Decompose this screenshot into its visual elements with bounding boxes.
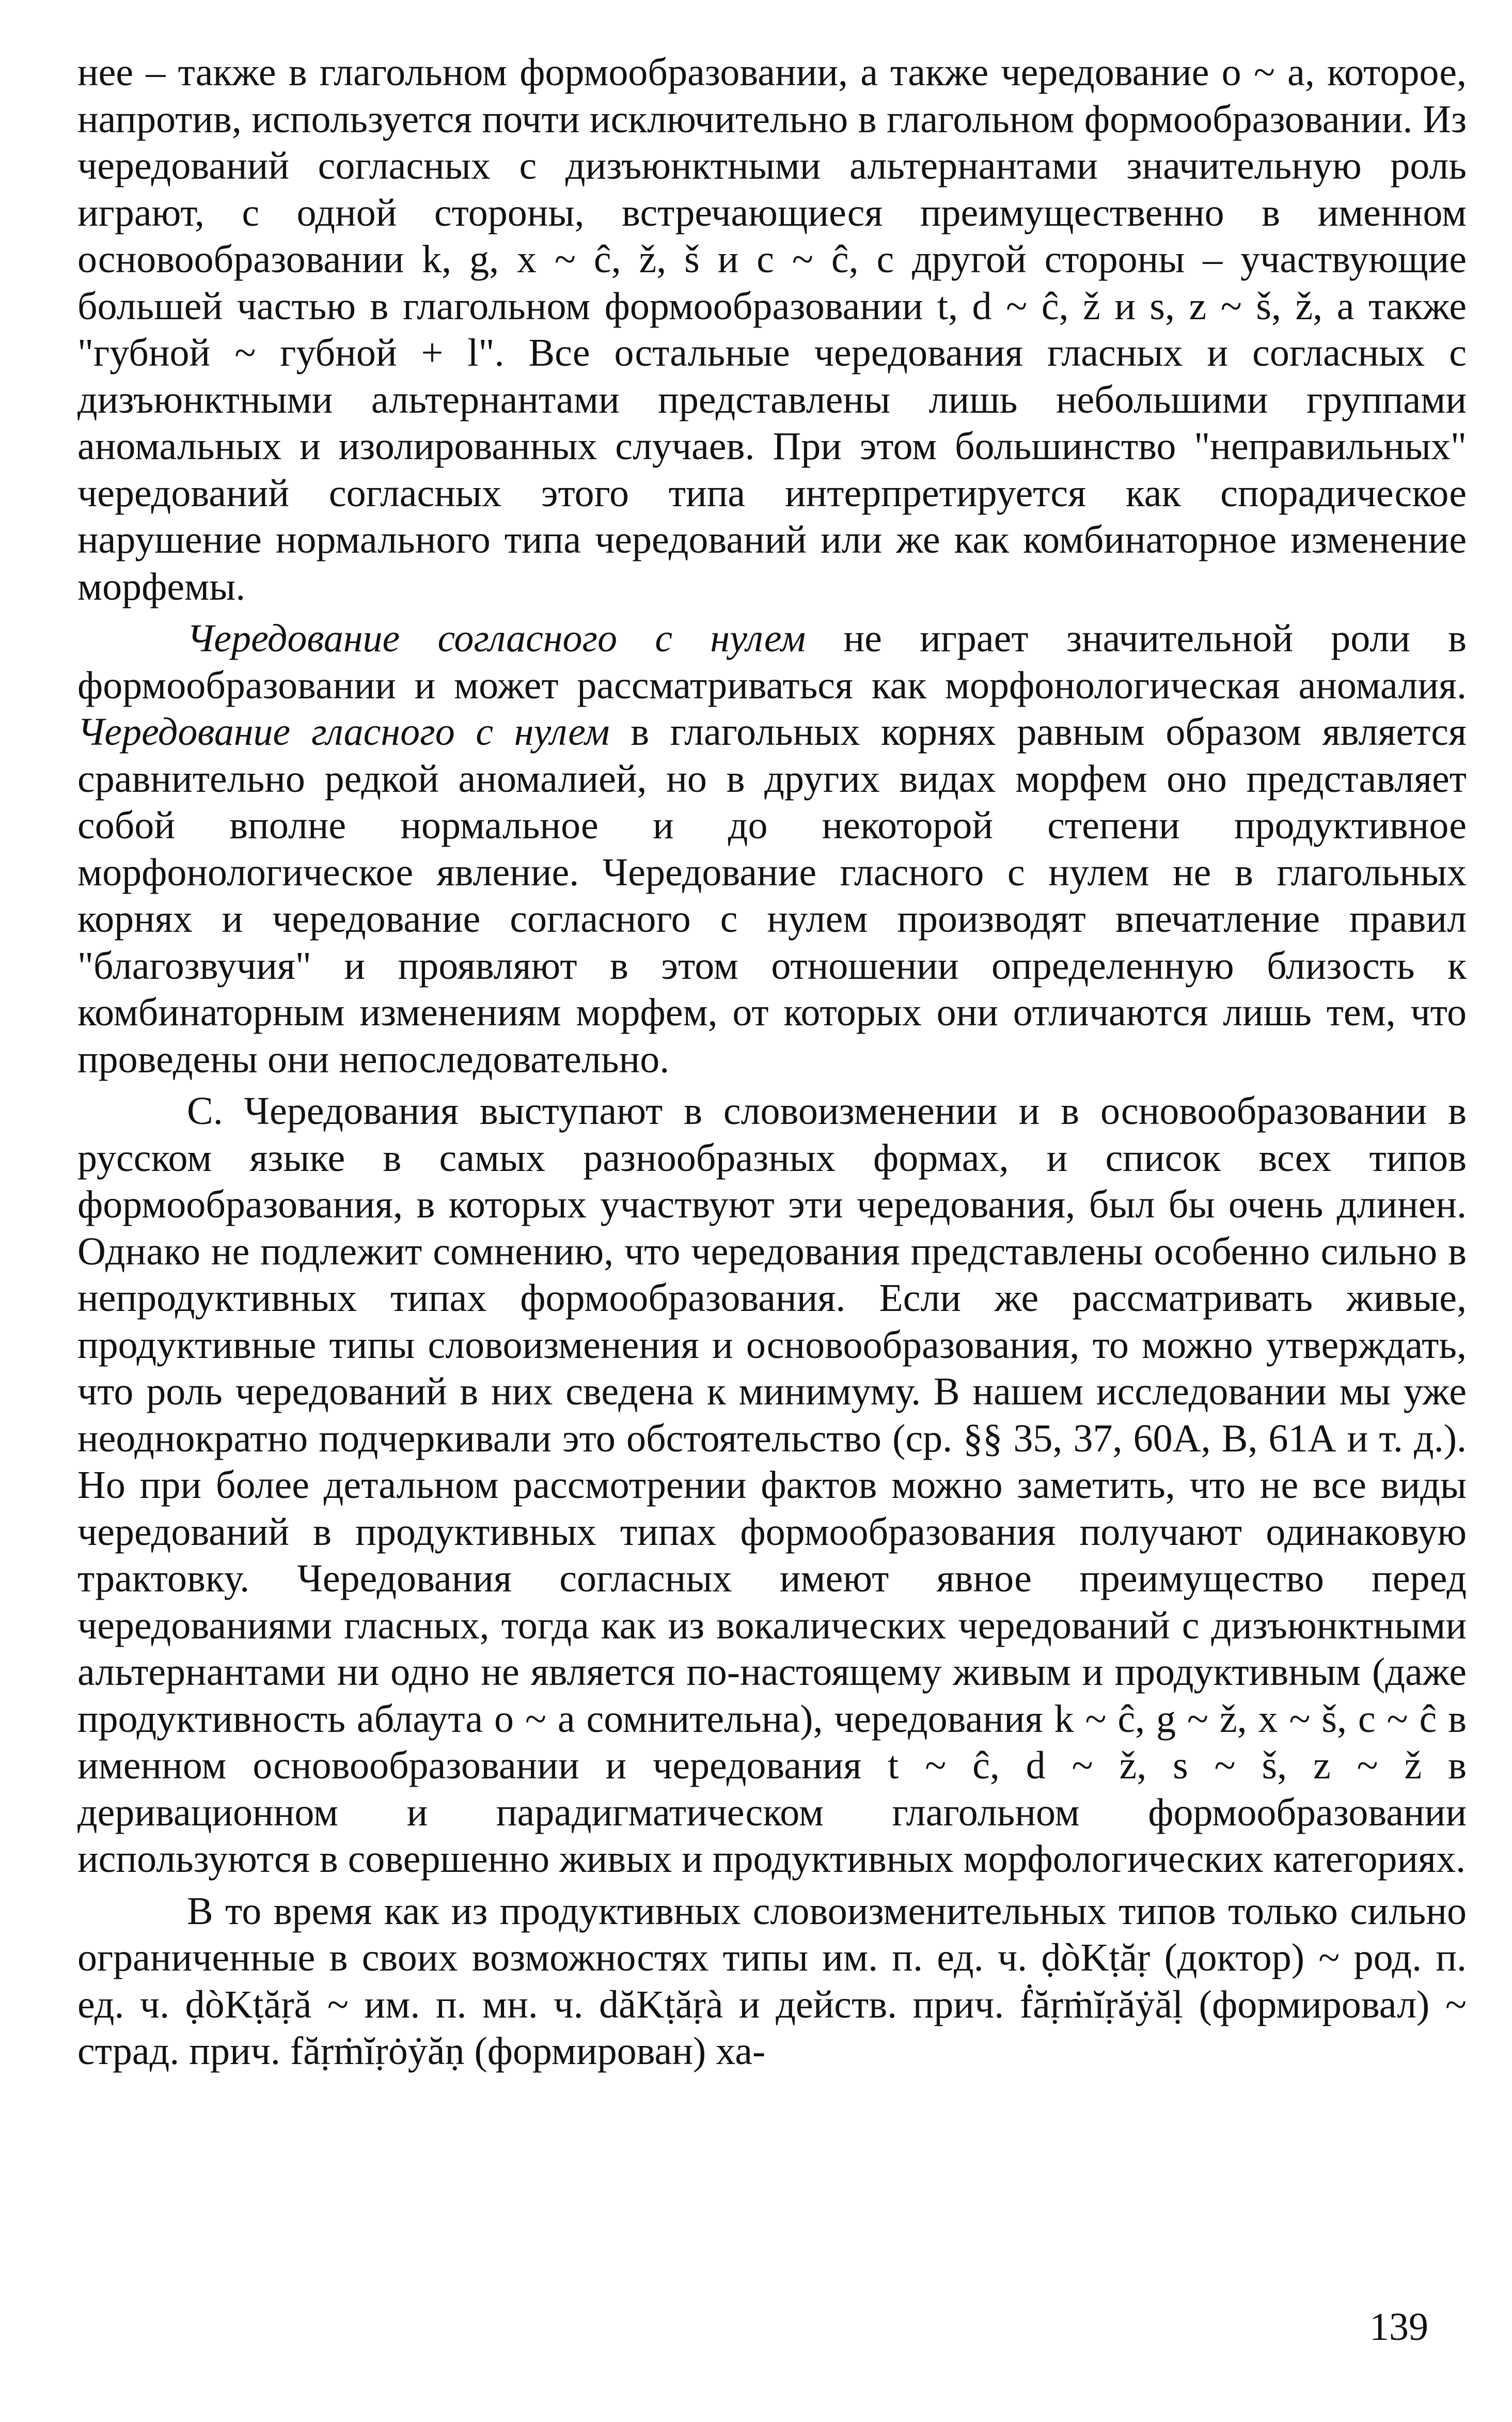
term-consonant-zero: Чередование согласного с нулем xyxy=(187,617,806,660)
paragraph-4: В то время как из продуктивных словоизменительных типов только сильно ограниченные в своих возможностях типы им. п. ед. ч. ḍòKṭăṛ (доктор) ~ род. п. ед. ч. ḍòKṭăṛă ~ им. п. мн. ч. dăKṭăṛà и действ. прич. ḟăṛṁĭṛăẏăḷ (формировал) ~ страд. прич. făṛṁĭṛȯẏăṇ (формирован) ха- xyxy=(77,1889,1467,2073)
paragraph-2-text-2: в глагольных корнях равным образом является сравнительно редкой аномалией, но в других видах морфем оно представляет собой вполне нормальное и до некоторой степени продуктивное морфонологическое явление. Чередование гласного с нулем не в глагольных корнях и чередование согласного с нулем производят впечатление правил "благозвучия" и проявляют в этом отношении определенную близость к комбинаторным изменениям морфем, от которых они отличаются лишь тем, что проведены они непоследовательно. xyxy=(77,710,1467,1081)
page-number: 139 xyxy=(1369,2305,1428,2349)
paragraph-2 xyxy=(77,615,1467,1083)
paragraph-3: С. Чередования выступают в словоизменении и в основообразовании в русском языке в самых разнообразных формах, и список всех типов формообразования, в которых участвуют эти чередования, был бы очень длинен. Однако не подлежит сомнению, что чередования представлены особенно сильно в непродуктивных типах формообразования. Если же рассматривать живые, продуктивные типы словоизменения и основообразования, то можно утверждать, что роль чередований в них сведена к минимуму. В нашем исследовании мы уже неоднократно подчеркивали это обстоятельство (ср. §§ 35, 37, 60А, В, 61А и т. д.). Но при более детальном рассмотрении фактов можно заметить, что не все виды чередований в продуктивных типах формообразования получают одинаковую трактовку. Чередования согласных имеют явное преимущество перед чередованиями гласных, тогда как из вокалических чередований с дизъюнктными альтернантами ни одно не является по-настоящему живым и продуктивным (даже продуктивность аблаута о ~ а сомнительна), чередования k ~ ĉ, g ~ ž, x ~ š, c ~ ĉ в именном основообразовании и чередования t ~ ĉ, d ~ ž, s ~ š, z ~ ž в деривационном и парадигматическом глагольном формообразовании используются в совершенно живых и продуктивных морфологических категориях. xyxy=(77,1089,1467,1881)
paragraph-1: нее – также в глагольном формообразовании, а также чередование о ~ а, которое, напротив, используется почти исключительно в глагольном формообразовании. Из чередований согласных с дизъюнктными альтернантами значительную роль играют, с одной стороны, встречающиеся преимущественно в именном основообразовании k, g, x ~ ĉ, ž, š и c ~ ĉ, с другой стороны – участвующие большей частью в глагольном формообразовании t, d ~ ĉ, ž и s, z ~ š, ž, а также "губной ~ губной + l". Все остальные чередования гласных и согласных с дизъюнктными альтернантами представлены лишь небольшими группами аномальных и изолированных случаев. При этом большинство "неправильных" чередований согласных этого типа интерпретируется как спорадическое нарушение нормального типа чередований или же как комбинаторное изменение морфемы. xyxy=(77,51,1467,608)
term-vowel-zero: Чередование гласного с нулем xyxy=(77,710,610,754)
page-body xyxy=(77,49,1467,2075)
paragraph-2-text-1: не играет значительной роли в формообразовании и может рассматриваться как морфонологическая аномалия. xyxy=(77,617,1467,707)
